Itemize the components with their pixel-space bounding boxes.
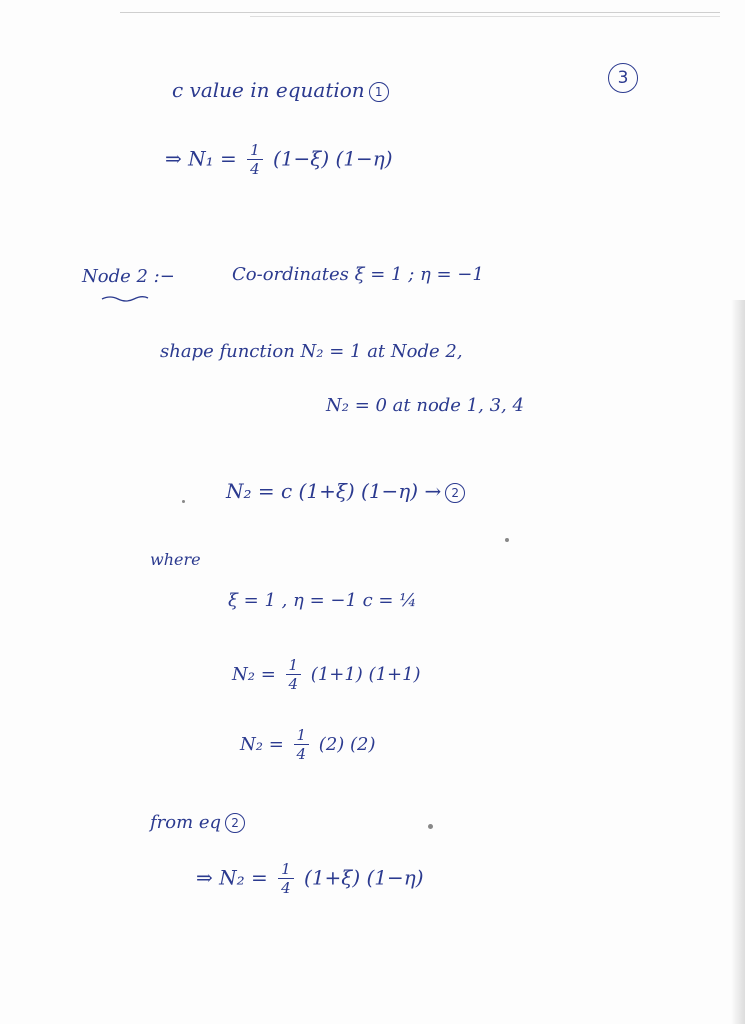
equation-ref-circle: 1 [369, 82, 389, 102]
page-number: 3 [608, 63, 638, 93]
n2-zero-line: N₂ = 0 at node 1, 3, 4 [326, 395, 524, 416]
n1-rest: (1−ξ) (1−η) [273, 146, 393, 171]
ink-speck [428, 824, 433, 829]
n2-val-fraction-den: 4 [296, 745, 307, 763]
where-label: where [150, 550, 201, 569]
equation-2-circle: 2 [445, 483, 465, 503]
n2-sub-fraction [286, 658, 302, 692]
ink-speck [505, 538, 509, 542]
top-edge-line-secondary [250, 16, 720, 17]
top-edge-line [120, 12, 720, 13]
n1-prefix: ⇒ N₁ = [165, 146, 237, 171]
n2-sub-rest: (1+1) (1+1) [310, 664, 421, 685]
final-prefix: ⇒ N₂ = [196, 865, 268, 890]
shape-function-line: shape function N₂ = 1 at Node 2, [160, 341, 463, 362]
n1-fraction-den: 4 [250, 160, 260, 178]
n2-general-text: N₂ = c (1+ξ) (1−η) → [226, 479, 442, 503]
page-edge-shadow [731, 300, 745, 1024]
n2-substitution [232, 658, 421, 692]
n2-val-prefix: N₂ = [240, 734, 284, 755]
n2-val-fraction [294, 728, 310, 762]
n2-sub-fraction-num: 1 [286, 658, 302, 675]
final-fraction-num: 1 [278, 862, 294, 879]
from-eq-text: from eq [150, 812, 222, 833]
final-fraction-den: 4 [281, 879, 291, 897]
final-fraction [278, 862, 294, 896]
n2-general-equation [226, 481, 465, 503]
final-rest: (1+ξ) (1−η) [304, 865, 424, 890]
node2-heading: Node 2 :− [82, 266, 175, 287]
n2-sub-prefix: N₂ = [232, 664, 276, 685]
from-eq-line [150, 813, 245, 833]
n1-equation [165, 143, 393, 177]
n2-val-fraction-num: 1 [294, 728, 310, 745]
final-equation [196, 862, 424, 896]
ink-speck [182, 500, 185, 503]
n1-fraction-num: 1 [247, 143, 263, 160]
n2-value [240, 728, 376, 762]
c-value-line [172, 80, 389, 102]
n2-val-rest: (2) (2) [318, 734, 376, 755]
n1-fraction [247, 143, 263, 177]
c-value-text: c value in equation [172, 78, 365, 102]
n2-sub-fraction-den: 4 [288, 675, 299, 693]
coordinates-line: Co-ordinates ξ = 1 ; η = −1 [232, 264, 484, 285]
node2-underline [100, 294, 150, 302]
where-values: ξ = 1 , η = −1 c = ¼ [228, 590, 417, 611]
from-eq-circle: 2 [225, 813, 245, 833]
